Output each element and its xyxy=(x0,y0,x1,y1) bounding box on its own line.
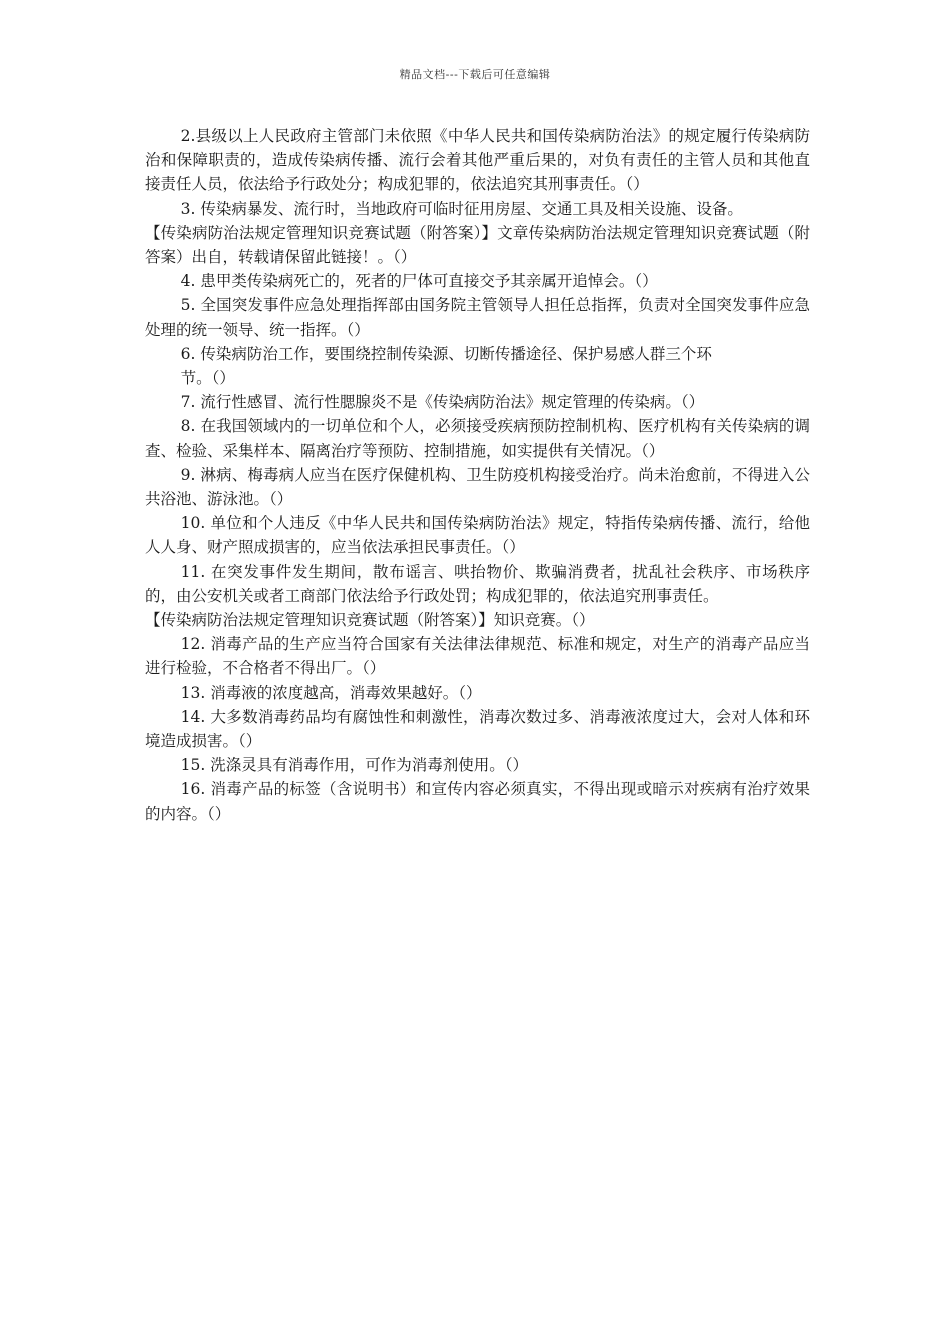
question-2: 2.县级以上人民政府主管部门未依照《中华人民共和国传染病防治法》的规定履行传染病防治和保障职责的，造成传染病传播、流行会着其他严重后果的，对负有责任的主管人员和其他直接责任人员，依法给予行政处分；构成犯罪的，依法追究其刑事责任。（） xyxy=(145,127,810,194)
question-5: 5. 全国突发事件应急处理指挥部由国务院主管领导人担任总指挥，负责对全国突发事件应急处理的统一领导、统一指挥。（） xyxy=(145,296,810,339)
page-header: 精品文档---下载后可任意编辑 xyxy=(399,68,551,81)
question-7: 7. 流行性感冒、流行性腮腺炎不是《传染病防治法》规定管理的传染病。（） xyxy=(180,393,705,412)
question-10: 10. 单位和个人违反《中华人民共和国传染病防治法》规定，特指传染病传播、流行，给他人人身、财产照成损害的，应当依法承担民事责任。（） xyxy=(145,514,810,557)
question-15: 15. 洗涤灵具有消毒作用，可作为消毒剂使用。（） xyxy=(180,756,528,775)
question-11: 11. 在突发事件发生期间，散布谣言、哄抬物价、欺骗消费者，扰乱社会秩序、市场秩序的，由公安机关或者工商部门依法给予行政处罚；构成犯罪的，依法追究刑事责任。 xyxy=(145,562,810,605)
question-16: 16. 消毒产品的标签（含说明书）和宣传内容必须真实，不得出现或暗示对疾病有治疗效果的内容。（） xyxy=(145,780,810,823)
document-body xyxy=(145,124,810,826)
question-9: 9. 淋病、梅毒病人应当在医疗保健机构、卫生防疫机构接受治疗。尚未治愈前，不得进入公共浴池、游泳池。（） xyxy=(145,465,810,509)
question-8: 8. 在我国领域内的一切单位和个人，必须接受疾病预防控制机构、医疗机构有关传染病的调查、检验、采集样本、隔离治疗等预防、控制措施，如实提供有关情况。（） xyxy=(145,417,810,460)
source-note: 【传染病防治法规定管理知识竞赛试题（附答案）】文章传染病防治法规定管理知识竞赛试题（附答案）出自，转载请保留此链接！。（） xyxy=(145,223,810,267)
question-6: 6. 传染病防治工作，要围绕控制传染源、切断传播途径、保护易感人群三个环 xyxy=(180,344,712,363)
source-note-2: 【传染病防治法规定管理知识竞赛试题（附答案）】知识竞赛。（） xyxy=(145,611,595,630)
question-13: 13. 消毒液的浓度越高，消毒效果越好。（） xyxy=(180,683,482,702)
question-4: 4. 患甲类传染病死亡的，死者的尸体可直接交予其亲属开追悼会。（） xyxy=(180,272,658,291)
question-6-continued: 节。（） xyxy=(180,369,235,388)
question-3: 3. 传染病暴发、流行时，当地政府可临时征用房屋、交通工具及相关设施、设备。 xyxy=(180,199,743,218)
question-14: 14. 大多数消毒药品均有腐蚀性和刺激性，消毒次数过多、消毒液浓度过大，会对人体和环境造成损害。（） xyxy=(145,707,810,751)
question-12: 12. 消毒产品的生产应当符合国家有关法律法律规范、标准和规定，对生产的消毒产品应当进行检验，不合格者不得出厂。（） xyxy=(145,635,810,678)
